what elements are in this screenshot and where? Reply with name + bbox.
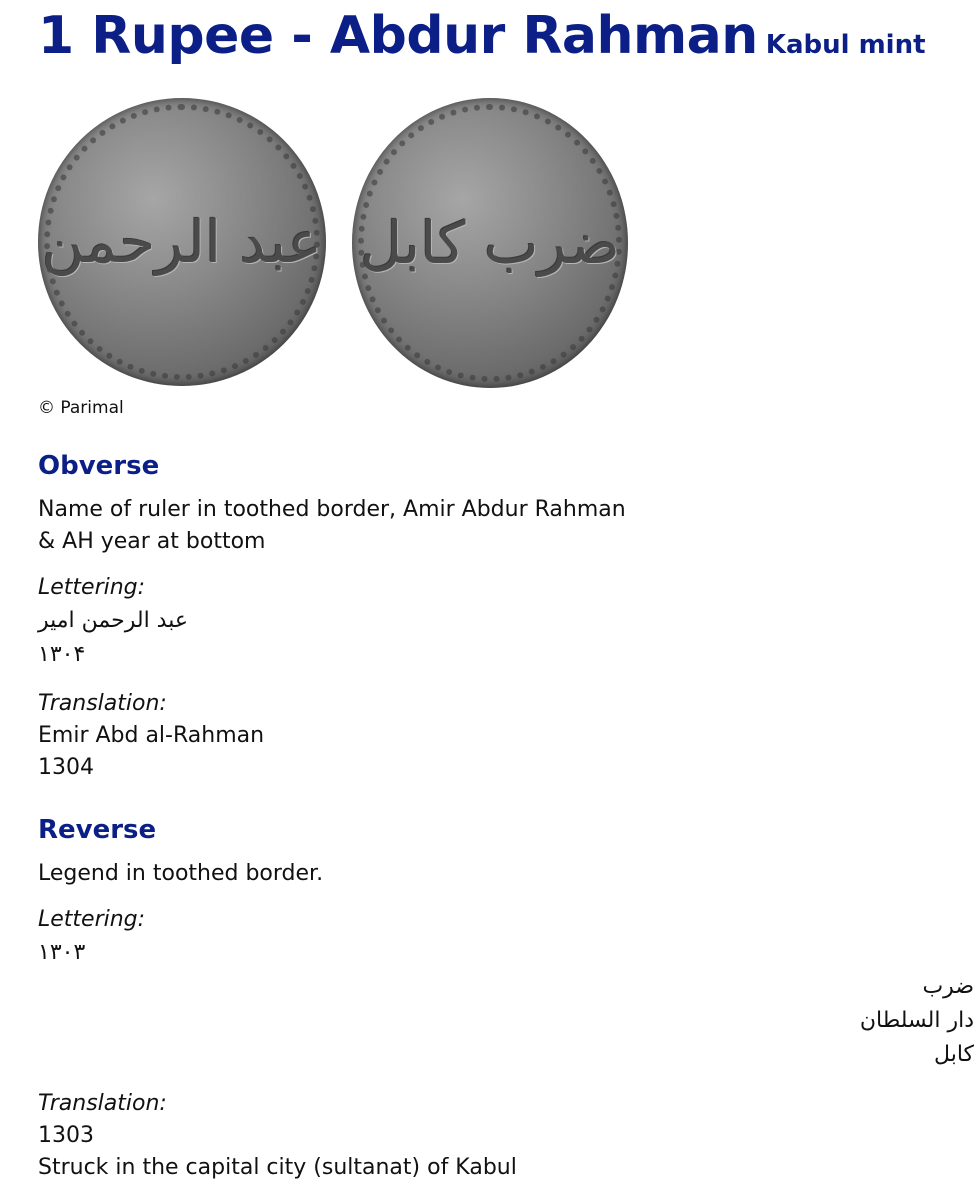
obverse-section bbox=[38, 450, 974, 784]
obverse-translation-label: Translation: bbox=[38, 691, 167, 716]
obverse-lettering-label: Lettering: bbox=[38, 575, 146, 600]
title-text: 1 Rupee - Abdur Rahman bbox=[38, 6, 758, 66]
coin-images bbox=[38, 98, 974, 394]
obverse-translation-line: Emir Abd al-Rahman bbox=[38, 723, 265, 748]
reverse-translation-label: Translation: bbox=[38, 1091, 167, 1116]
obverse-coin-script: عبد الرحمن bbox=[41, 208, 323, 276]
mint-subtitle: Kabul mint bbox=[765, 30, 926, 60]
obverse-coin-image[interactable] bbox=[38, 98, 326, 386]
reverse-coin-script: ضرب كابل bbox=[360, 209, 620, 277]
reverse-coin-image[interactable] bbox=[352, 98, 628, 388]
obverse-lettering-line: عبد الرحمن امير bbox=[38, 608, 188, 633]
reverse-translation-line: Struck in the capital city (sultanat) of Kabul bbox=[38, 1155, 517, 1180]
obverse-translation-line: 1304 bbox=[38, 755, 94, 780]
obverse-lettering-line: ۱۳۰۴ bbox=[38, 642, 86, 667]
reverse-lettering-line: ضرب bbox=[922, 974, 974, 999]
page-title bbox=[38, 0, 974, 74]
reverse-lettering-line: كابل bbox=[934, 1042, 974, 1067]
reverse-lettering-label: Lettering: bbox=[38, 907, 146, 932]
image-credit: © Parimal bbox=[38, 398, 124, 418]
reverse-heading: Reverse bbox=[38, 815, 157, 845]
obverse-description: Name of ruler in toothed border, Amir Abdur Rahman & AH year at bottom bbox=[38, 497, 626, 554]
obverse-heading: Obverse bbox=[38, 451, 160, 481]
reverse-section bbox=[38, 814, 974, 1184]
reverse-lettering-line: ۱۳۰۳ bbox=[38, 940, 86, 965]
reverse-lettering-line: دار السلطان bbox=[859, 1008, 974, 1033]
reverse-description: Legend in toothed border. bbox=[38, 861, 324, 886]
reverse-translation-line: 1303 bbox=[38, 1123, 94, 1148]
